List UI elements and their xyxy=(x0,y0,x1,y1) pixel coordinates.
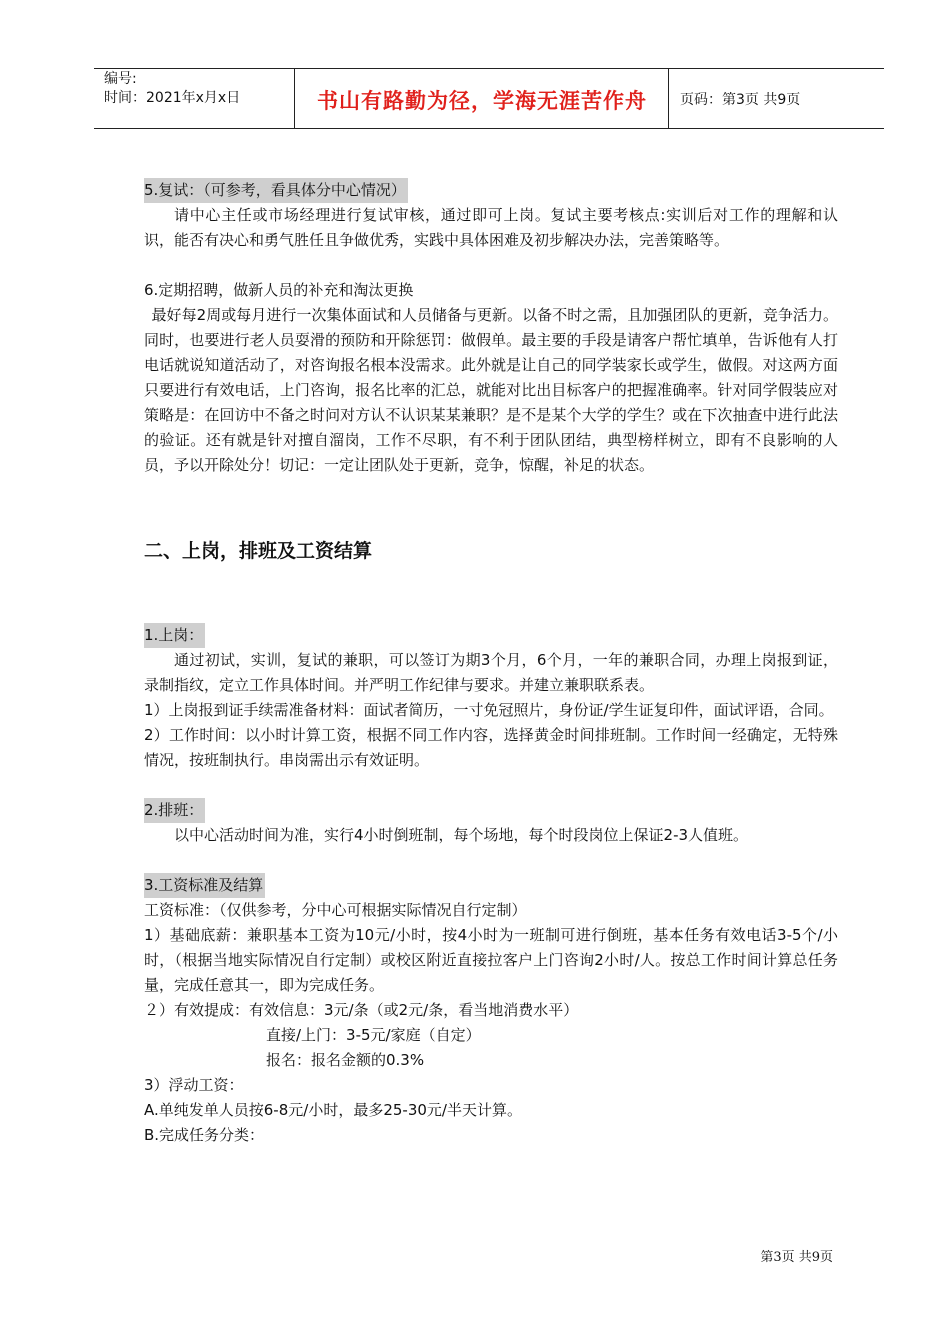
wage-item-2-direct: 直接/上门：3-5元/家庭（自定） xyxy=(266,1026,481,1044)
wage-item-2-enroll: 报名：报名金额的0.3% xyxy=(266,1051,425,1069)
header-page-label: 页码：第3页 共9页 xyxy=(680,92,801,108)
wage-standard: 工资标准：（仅供参考，分中心可根据实际情况自行定制） xyxy=(144,901,527,919)
onboarding-body: 通过初试，实训，复试的兼职，可以签订为期3个月，6个月，一年的兼职合同，办理上岗报到证，录制指纹，定立工作具体时间。并严明工作纪律与要求。并建立兼职联系表。 xyxy=(144,651,838,694)
section-5-body: 请中心主任或市场经理进行复试审核，通过即可上岗。复试主要考核点:实训后对工作的理解和认识，能否有决心和勇气胜任且争做优秀，实践中具体困难及初步解决办法，完善策略等。 xyxy=(144,206,838,249)
document-body xyxy=(144,178,838,1148)
header-motto: 书山有路勤为径，学海无涯苦作舟 xyxy=(317,88,647,113)
header-meta xyxy=(104,70,240,108)
section-6-body: 最好每2周或每月进行一次集体面试和人员储备与更新。以备不时之需，且加强团队的更新，竞争活力。同时，也要进行老人员耍滑的预防和开除惩罚：做假单。最主要的手段是请客户帮忙填单，告诉他有人打电话就说知道活动了，对咨询报名根本没需求。此外就是让自己的同学装家长或学生，做假。对这两方面只要进行有效电话，上门咨询，报名比率的汇总，就能对比出目标客户的把握准确率。针对同学假装应对策略是：在回访中不备之时问对方认不认识某某兼职？是不是某个大学的学生？或在下次抽查中进行此法的验证。还有就是针对擅自溜岗，工作不尽职，有不利于团队团结，典型榜样树立，即有不良影响的人员，予以开除处分！切记：一定让团队处于更新，竞争，惊醒，补足的状态。 xyxy=(144,306,838,474)
header-divider xyxy=(668,68,669,129)
section-5-title: 5.复试：（可参考，看具体分中心情况） xyxy=(144,178,408,203)
wage-item-2: ２）有效提成：有效信息：3元/条（或2元/条，看当地消费水平） xyxy=(144,1001,579,1019)
onboarding-title: 1.上岗： xyxy=(144,623,205,648)
footer-page-number: 第3页 共9页 xyxy=(760,1250,833,1265)
scheduling-title: 2.排班： xyxy=(144,798,205,823)
time-label: 时间：2021年x月x日 xyxy=(104,90,241,106)
header-divider xyxy=(294,68,295,129)
wage-item-1: 1）基础底薪：兼职基本工资为10元/小时，按4小时为一班制可进行倒班，基本任务有效电话3-5个/小时，（根据当地实际情况自行定制）或校区附近直接拉客户上门咨询2小时/人。按总工作时间计算总任务量，完成任意其一，即为完成任务。 xyxy=(144,926,838,994)
wage-item-3: 3）浮动工资： xyxy=(144,1076,244,1094)
wage-title: 3.工资标准及结算 xyxy=(144,873,265,898)
number-label: 编号: xyxy=(104,71,137,87)
chapter-2-title: 二、上岗，排班及工资结算 xyxy=(144,540,373,562)
header-top-rule xyxy=(94,68,884,69)
onboarding-item-2: 2）工作时间：以小时计算工资，根据不同工作内容，选择黄金时间排班制。工作时间一经确定，无特殊情况，按班制执行。串岗需出示有效证明。 xyxy=(144,726,838,769)
wage-item-3-b: B.完成任务分类： xyxy=(144,1126,265,1144)
header-bottom-rule xyxy=(94,128,884,129)
wage-item-3-a: A.单纯发单人员按6-8元/小时，最多25-30元/半天计算。 xyxy=(144,1101,522,1119)
scheduling-body: 以中心活动时间为准，实行4小时倒班制，每个场地，每个时段岗位上保证2-3人值班。 xyxy=(174,826,749,844)
onboarding-item-1: 1）上岗报到证手续需准备材料：面试者简历，一寸免冠照片，身份证/学生证复印件，面试评语，合同。 xyxy=(144,701,834,719)
section-6-title: 6.定期招聘，做新人员的补充和淘汰更换 xyxy=(144,281,414,299)
